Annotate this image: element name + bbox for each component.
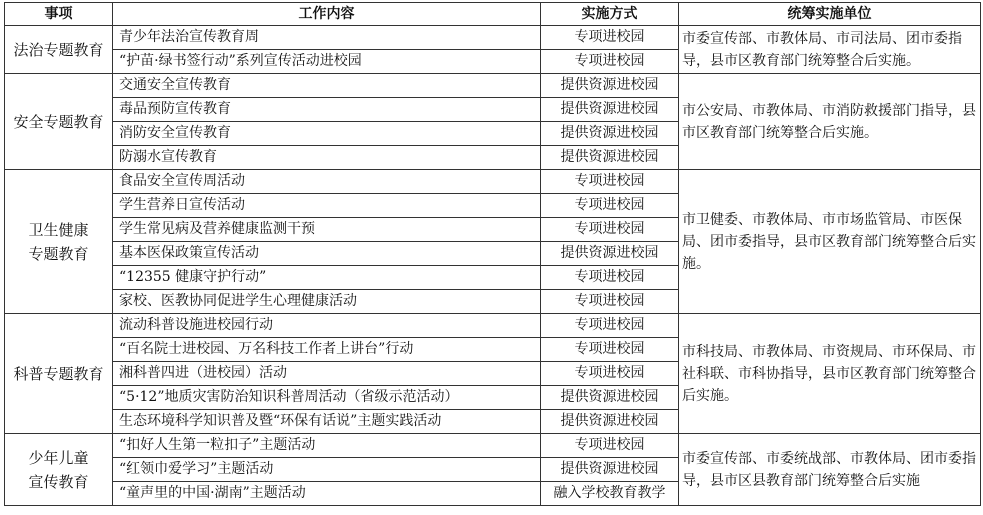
unit-cell: 市科技局、市教体局、市资规局、市环保局、市社科联、市科协指导，县市区教育部门统筹整合后实施。 [679,314,981,434]
content-cell: 毒品预防宣传教育 [113,98,541,122]
table-row [5,314,981,338]
method-cell: 专项进校园 [541,314,679,338]
header-content: 工作内容 [113,3,541,26]
content-cell: 生态环境科学知识普及暨“环保有话说”主题实践活动 [113,410,541,434]
content-cell: “12355 健康守护行动” [113,266,541,290]
method-cell: 专项进校园 [541,170,679,194]
method-cell: 提供资源进校园 [541,146,679,170]
category-cell: 安全专题教育 [5,74,113,170]
method-cell: 提供资源进校园 [541,410,679,434]
category-cell: 少年儿童宣传教育 [5,434,113,506]
method-cell: 提供资源进校园 [541,386,679,410]
content-cell: 基本医保政策宣传活动 [113,242,541,266]
header-item: 事项 [5,3,113,26]
content-cell: 消防安全宣传教育 [113,122,541,146]
content-cell: 食品安全宣传周活动 [113,170,541,194]
content-cell: 交通安全宣传教育 [113,74,541,98]
content-cell: “5·12”地质灾害防治知识科普周活动（省级示范活动） [113,386,541,410]
method-cell: 专项进校园 [541,338,679,362]
method-cell: 专项进校园 [541,266,679,290]
content-cell: 学生常见病及营养健康监测干预 [113,218,541,242]
unit-cell: 市委宣传部、市委统战部、市教体局、团市委指导，县市区县教育部门统筹整合后实施 [679,434,981,506]
category-cell: 法治专题教育 [5,26,113,74]
method-cell: 专项进校园 [541,218,679,242]
method-cell: 融入学校教育教学 [541,482,679,506]
unit-cell: 市公安局、市教体局、市消防救援部门指导，县市区教育部门统筹整合后实施。 [679,74,981,170]
header-method: 实施方式 [541,3,679,26]
content-cell: “红领巾爱学习”主题活动 [113,458,541,482]
content-cell: 防溺水宣传教育 [113,146,541,170]
header-row [5,3,981,26]
method-cell: 提供资源进校园 [541,458,679,482]
method-cell: 专项进校园 [541,290,679,314]
method-cell: 专项进校园 [541,50,679,74]
method-cell: 专项进校园 [541,194,679,218]
method-cell: 提供资源进校园 [541,74,679,98]
content-cell: 流动科普设施进校园行动 [113,314,541,338]
category-cell: 科普专题教育 [5,314,113,434]
method-cell: 专项进校园 [541,362,679,386]
table-row [5,26,981,50]
content-cell: 湘科普四进（进校园）活动 [113,362,541,386]
program-table [4,2,981,506]
table-row [5,74,981,98]
method-cell: 提供资源进校园 [541,242,679,266]
table-row [5,434,981,458]
content-cell: “护苗·绿书签行动”系列宣传活动进校园 [113,50,541,74]
category-cell: 卫生健康专题教育 [5,170,113,314]
content-cell: 学生营养日宣传活动 [113,194,541,218]
method-cell: 专项进校园 [541,26,679,50]
content-cell: 家校、医教协同促进学生心理健康活动 [113,290,541,314]
method-cell: 提供资源进校园 [541,98,679,122]
method-cell: 专项进校园 [541,434,679,458]
header-unit: 统筹实施单位 [679,3,981,26]
content-cell: 青少年法治宣传教育周 [113,26,541,50]
table-row [5,170,981,194]
content-cell: “百名院士进校园、万名科技工作者上讲台”行动 [113,338,541,362]
unit-cell: 市委宣传部、市教体局、市司法局、团市委指导，县市区教育部门统筹整合后实施。 [679,26,981,74]
method-cell: 提供资源进校园 [541,122,679,146]
unit-cell: 市卫健委、市教体局、市市场监管局、市医保局、团市委指导，县市区教育部门统筹整合后实施。 [679,170,981,314]
content-cell: “童声里的中国·湖南”主题活动 [113,482,541,506]
content-cell: “扣好人生第一粒扣子”主题活动 [113,434,541,458]
